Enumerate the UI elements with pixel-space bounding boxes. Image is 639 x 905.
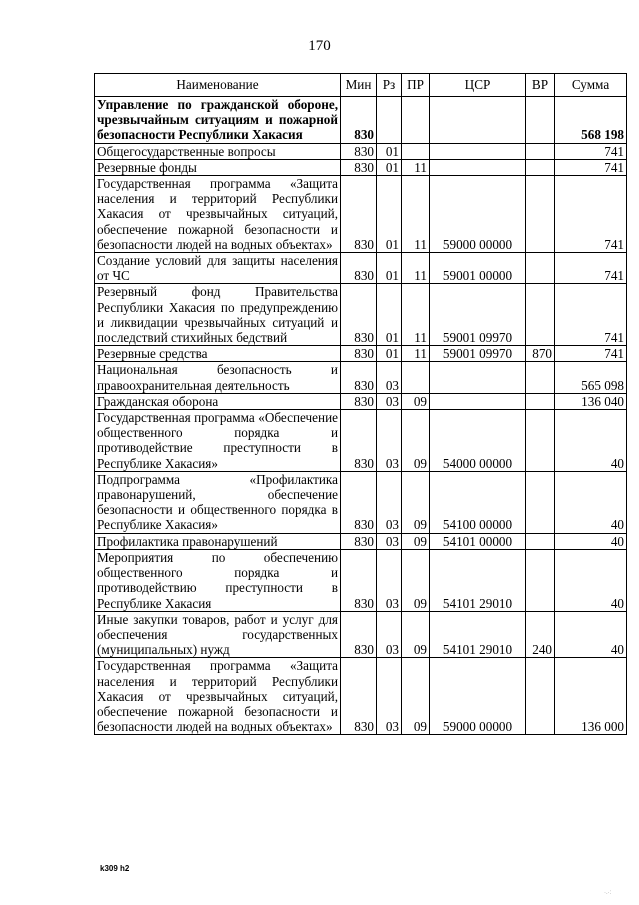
cell-csr <box>430 393 526 409</box>
table-row <box>95 611 627 658</box>
cell-min: 830 <box>341 611 377 658</box>
cell-csr: 54100 00000 <box>430 471 526 533</box>
table-row <box>95 533 627 549</box>
cell-rz: 03 <box>377 549 402 611</box>
cell-vr: 240 <box>526 611 555 658</box>
cell-vr <box>526 176 555 253</box>
cell-pr: 09 <box>402 549 430 611</box>
cell-min: 830 <box>341 253 377 284</box>
cell-pr: 09 <box>402 393 430 409</box>
cell-sum: 40 <box>555 611 627 658</box>
cell-rz: 01 <box>377 346 402 362</box>
cell-rz: 03 <box>377 410 402 472</box>
cell-min: 830 <box>341 393 377 409</box>
cell-csr: 54101 29010 <box>430 611 526 658</box>
header-rz: Рз <box>377 74 402 97</box>
cell-csr <box>430 362 526 393</box>
cell-pr: 09 <box>402 533 430 549</box>
table-row <box>95 410 627 472</box>
cell-csr: 54101 29010 <box>430 549 526 611</box>
cell-vr <box>526 253 555 284</box>
cell-pr <box>402 362 430 393</box>
cell-sum: 565 098 <box>555 362 627 393</box>
cell-name: Управление по гражданской обороне, чрезвычайным ситуациям и пожарной безопасности Республики Хакасия <box>95 97 341 144</box>
cell-name: Профилактика правонарушений <box>95 533 341 549</box>
cell-name: Резервные средства <box>95 346 341 362</box>
cell-sum: 568 198 <box>555 97 627 144</box>
cell-name: Государственная программа «Обеспечение общественного порядка и противодействие преступности в Республике Хакасия» <box>95 410 341 472</box>
table-row <box>95 253 627 284</box>
cell-min: 830 <box>341 284 377 346</box>
cell-name: Резервные фонды <box>95 159 341 175</box>
scan-mark: ·.·: <box>604 890 612 896</box>
cell-vr <box>526 393 555 409</box>
cell-vr <box>526 533 555 549</box>
cell-min: 830 <box>341 410 377 472</box>
cell-min: 830 <box>341 533 377 549</box>
cell-rz: 03 <box>377 658 402 735</box>
cell-pr: 09 <box>402 611 430 658</box>
table-row <box>95 393 627 409</box>
cell-min: 830 <box>341 176 377 253</box>
cell-name: Резервный фонд Правительства Республики Хакасия по предупреждению и ликвидации чрезвычайных ситуаций и последствий стихийных бедствий <box>95 284 341 346</box>
cell-name: Создание условий для защиты населения от ЧС <box>95 253 341 284</box>
cell-min: 830 <box>341 159 377 175</box>
table-row <box>95 658 627 735</box>
cell-vr <box>526 143 555 159</box>
cell-name: Государственная программа «Защита населения и территорий Республики Хакасия от чрезвычайных ситуаций, обеспечение пожарной безопасности и безопасности людей на водных объектах» <box>95 658 341 735</box>
table-row <box>95 549 627 611</box>
cell-sum: 741 <box>555 176 627 253</box>
cell-vr <box>526 471 555 533</box>
cell-sum: 136 040 <box>555 393 627 409</box>
cell-pr: 11 <box>402 346 430 362</box>
cell-sum: 741 <box>555 253 627 284</box>
header-vr: ВР <box>526 74 555 97</box>
cell-vr <box>526 549 555 611</box>
header-sum: Сумма <box>555 74 627 97</box>
cell-pr: 09 <box>402 471 430 533</box>
cell-pr: 11 <box>402 284 430 346</box>
cell-pr: 09 <box>402 410 430 472</box>
cell-min: 830 <box>341 471 377 533</box>
cell-rz: 03 <box>377 471 402 533</box>
table-row <box>95 362 627 393</box>
cell-vr <box>526 159 555 175</box>
cell-csr: 59000 00000 <box>430 658 526 735</box>
cell-min: 830 <box>341 658 377 735</box>
cell-name: Общегосударственные вопросы <box>95 143 341 159</box>
cell-rz: 01 <box>377 176 402 253</box>
cell-sum: 40 <box>555 549 627 611</box>
header-pr: ПР <box>402 74 430 97</box>
cell-sum: 40 <box>555 533 627 549</box>
cell-csr <box>430 159 526 175</box>
cell-pr <box>402 143 430 159</box>
cell-rz <box>377 97 402 144</box>
cell-name: Гражданская оборона <box>95 393 341 409</box>
cell-csr: 59001 09970 <box>430 346 526 362</box>
cell-vr: 870 <box>526 346 555 362</box>
cell-csr: 54000 00000 <box>430 410 526 472</box>
cell-rz: 03 <box>377 533 402 549</box>
table-row <box>95 143 627 159</box>
cell-rz: 01 <box>377 159 402 175</box>
table-row <box>95 176 627 253</box>
cell-csr <box>430 97 526 144</box>
cell-min: 830 <box>341 143 377 159</box>
cell-min: 830 <box>341 97 377 144</box>
cell-name: Государственная программа «Защита населения и территорий Республики Хакасия от чрезвычайных ситуаций, обеспечение пожарной безопасности и безопасности людей на водных объектах» <box>95 176 341 253</box>
cell-pr <box>402 97 430 144</box>
cell-pr: 11 <box>402 176 430 253</box>
cell-csr: 59001 00000 <box>430 253 526 284</box>
cell-csr: 54101 00000 <box>430 533 526 549</box>
cell-pr: 09 <box>402 658 430 735</box>
cell-name: Иные закупки товаров, работ и услуг для обеспечения государственных (муниципальных) нужд <box>95 611 341 658</box>
budget-table <box>94 73 627 735</box>
cell-pr: 11 <box>402 159 430 175</box>
cell-name: Национальная безопасность и правоохранительная деятельность <box>95 362 341 393</box>
page-number: 170 <box>308 38 331 54</box>
cell-sum: 741 <box>555 346 627 362</box>
cell-name: Подпрограмма «Профилактика правонарушений, обеспечение безопасности и общественного порядка в Республике Хакасия» <box>95 471 341 533</box>
cell-rz: 03 <box>377 362 402 393</box>
cell-min: 830 <box>341 362 377 393</box>
table-row <box>95 346 627 362</box>
header-min: Мин <box>341 74 377 97</box>
cell-sum: 741 <box>555 284 627 346</box>
cell-sum: 40 <box>555 410 627 472</box>
cell-vr <box>526 284 555 346</box>
cell-sum: 741 <box>555 159 627 175</box>
cell-sum: 40 <box>555 471 627 533</box>
cell-min: 830 <box>341 549 377 611</box>
header-csr: ЦСР <box>430 74 526 97</box>
cell-csr <box>430 143 526 159</box>
cell-rz: 03 <box>377 393 402 409</box>
table-body <box>95 97 627 735</box>
cell-vr <box>526 362 555 393</box>
cell-sum: 136 000 <box>555 658 627 735</box>
header-name: Наименование <box>95 74 341 97</box>
table-row <box>95 284 627 346</box>
cell-rz: 03 <box>377 611 402 658</box>
cell-csr: 59000 00000 <box>430 176 526 253</box>
cell-min: 830 <box>341 346 377 362</box>
table-row <box>95 159 627 175</box>
header-row <box>95 74 627 97</box>
cell-rz: 01 <box>377 143 402 159</box>
cell-name: Мероприятия по обеспечению общественного порядка и противодействию преступности в Республике Хакасия <box>95 549 341 611</box>
cell-pr: 11 <box>402 253 430 284</box>
cell-sum: 741 <box>555 143 627 159</box>
cell-rz: 01 <box>377 253 402 284</box>
cell-vr <box>526 97 555 144</box>
footer-code: k309 h2 <box>100 864 130 873</box>
table-row <box>95 97 627 144</box>
cell-vr <box>526 658 555 735</box>
cell-rz: 01 <box>377 284 402 346</box>
table-row <box>95 471 627 533</box>
cell-csr: 59001 09970 <box>430 284 526 346</box>
cell-vr <box>526 410 555 472</box>
